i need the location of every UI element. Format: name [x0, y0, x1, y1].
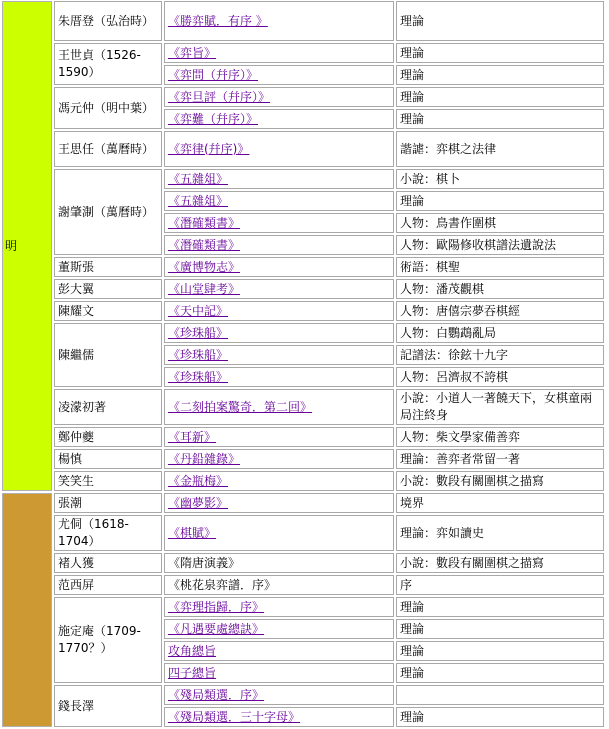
- work-link[interactable]: 《珍珠船》: [168, 369, 229, 384]
- work-cell: [164, 641, 394, 661]
- person-cell: 錢長澤: [54, 685, 162, 727]
- work-link[interactable]: 《弈旨》: [168, 45, 217, 60]
- person-cell: 楊慎: [54, 449, 162, 469]
- table-row: [2, 685, 604, 705]
- note-cell: 理論: [396, 619, 604, 639]
- work-cell: [164, 707, 394, 727]
- person-cell: 尤侗（1618-1704）: [54, 515, 162, 551]
- note-cell: 小說：小道人一著饒天下，女棋童兩局注終身: [396, 389, 604, 425]
- note-cell: 人物：白鸚鵡亂局: [396, 323, 604, 343]
- note-cell: 人物：歐陽修收棋譜法遺說法: [396, 235, 604, 255]
- table-row: [2, 1, 604, 41]
- table-row: [2, 449, 604, 469]
- work-cell: [164, 65, 394, 85]
- table-row: [2, 427, 604, 447]
- work-cell: [164, 575, 394, 595]
- work-link[interactable]: 《勝弈賦．有序 》: [168, 13, 268, 28]
- note-cell: 理論: [396, 707, 604, 727]
- work-cell: [164, 449, 394, 469]
- work-title: 《桃花泉弈譜．序》: [168, 577, 277, 592]
- work-cell: [164, 323, 394, 343]
- person-cell: 范西屏: [54, 575, 162, 595]
- work-cell: [164, 685, 394, 705]
- person-cell: 馮元仲（明中葉）: [54, 87, 162, 129]
- table-row: [2, 169, 604, 189]
- work-cell: [164, 619, 394, 639]
- work-link[interactable]: 《潛確類書》: [168, 215, 241, 230]
- note-cell: 理論：弈如讀史: [396, 515, 604, 551]
- table-row: [2, 493, 604, 513]
- work-cell: [164, 131, 394, 167]
- work-link[interactable]: 攻角總旨: [168, 643, 217, 658]
- note-cell: 人物：柴文學家備善弈: [396, 427, 604, 447]
- work-link[interactable]: 《二刻拍案驚奇．第二回》: [168, 399, 313, 414]
- note-cell: 人物：唐僖宗夢吞棋經: [396, 301, 604, 321]
- person-cell: 張潮: [54, 493, 162, 513]
- work-cell: [164, 553, 394, 573]
- work-link[interactable]: 《弈問（幷序）》: [168, 67, 259, 82]
- person-cell: 王思任（萬曆時）: [54, 131, 162, 167]
- work-cell: [164, 597, 394, 617]
- table-row: [2, 279, 604, 299]
- work-link[interactable]: 《廣博物志》: [168, 259, 241, 274]
- note-cell: 記譜法：徐鉉十九字: [396, 345, 604, 365]
- work-cell: [164, 471, 394, 491]
- work-cell: [164, 43, 394, 63]
- work-link[interactable]: 《丹鉛雜錄》: [168, 451, 241, 466]
- table-row: [2, 43, 604, 63]
- person-cell: 彭大翼: [54, 279, 162, 299]
- work-link[interactable]: 《幽夢影》: [168, 495, 229, 510]
- work-link[interactable]: 《弈旦評（幷序）》: [168, 89, 271, 104]
- note-cell: 小說：數段有關圍棋之描寫: [396, 553, 604, 573]
- table-row: [2, 301, 604, 321]
- work-link[interactable]: 《棋賦》: [168, 525, 217, 540]
- note-cell: 諧謔：弈棋之法律: [396, 131, 604, 167]
- person-cell: 陳繼儒: [54, 323, 162, 387]
- work-cell: [164, 235, 394, 255]
- era-cell-qing: [2, 493, 52, 727]
- table-row: [2, 131, 604, 167]
- work-link[interactable]: 《潛確類書》: [168, 237, 241, 252]
- person-cell: 施定庵（1709-1770？）: [54, 597, 162, 683]
- work-cell: [164, 109, 394, 129]
- note-cell: 境界: [396, 493, 604, 513]
- note-cell: 序: [396, 575, 604, 595]
- table-row: [2, 575, 604, 595]
- note-cell: 理論: [396, 641, 604, 661]
- table-row: [2, 597, 604, 617]
- work-cell: [164, 169, 394, 189]
- work-cell: [164, 367, 394, 387]
- note-cell: 理論: [396, 597, 604, 617]
- person-cell: 陳耀文: [54, 301, 162, 321]
- table-row: [2, 389, 604, 425]
- work-cell: [164, 213, 394, 233]
- work-link[interactable]: 《耳新》: [168, 429, 217, 444]
- note-cell: 理論: [396, 43, 604, 63]
- work-cell: [164, 87, 394, 107]
- work-link[interactable]: 《弈理指歸．序》: [168, 599, 265, 614]
- work-cell: [164, 515, 394, 551]
- era-cell-ming: [2, 1, 52, 491]
- work-cell: [164, 345, 394, 365]
- work-link[interactable]: 《凡遇要處總訣》: [168, 621, 265, 636]
- era-label: 明: [5, 238, 18, 253]
- person-cell: 凌濛初著: [54, 389, 162, 425]
- table-row: [2, 257, 604, 277]
- work-link[interactable]: 《殘局類選．序》: [168, 687, 265, 702]
- table-row: [2, 87, 604, 107]
- person-cell: 鄭仲夔: [54, 427, 162, 447]
- note-cell: 理論: [396, 1, 604, 41]
- work-cell: [164, 257, 394, 277]
- work-link[interactable]: 《五雜俎》: [168, 171, 229, 186]
- person-cell: 王世貞（1526-1590）: [54, 43, 162, 85]
- work-link[interactable]: 《五雜俎》: [168, 193, 229, 208]
- note-cell: 理論: [396, 87, 604, 107]
- table-row: [2, 515, 604, 551]
- work-cell: [164, 301, 394, 321]
- person-cell: 謝肇淛（萬曆時）: [54, 169, 162, 255]
- work-title: 《隋唐演義》: [168, 555, 241, 570]
- note-cell: 理論: [396, 65, 604, 85]
- note-cell: 術語：棋聖: [396, 257, 604, 277]
- work-link[interactable]: 《弈難（幷序）》: [168, 111, 259, 126]
- table-row: [2, 323, 604, 343]
- table-row: [2, 553, 604, 573]
- note-cell: 人物：鳥書作圍棋: [396, 213, 604, 233]
- note-cell: 人物：呂濟叔不誇棋: [396, 367, 604, 387]
- work-cell: [164, 389, 394, 425]
- work-link[interactable]: 《天中記》: [168, 303, 229, 318]
- note-cell: 理論: [396, 663, 604, 683]
- work-cell: [164, 493, 394, 513]
- note-cell: 理論: [396, 109, 604, 129]
- work-cell: [164, 663, 394, 683]
- person-cell: 董斯張: [54, 257, 162, 277]
- note-cell: 人物：潘茂觀棋: [396, 279, 604, 299]
- work-link[interactable]: 《金瓶梅》: [168, 473, 229, 488]
- work-link[interactable]: 《殘局類選．三十字母》: [168, 709, 301, 724]
- note-cell: 理論：善弈者常留一著: [396, 449, 604, 469]
- note-cell: 小說：數段有關圍棋之描寫: [396, 471, 604, 491]
- person-cell: 褚人獲: [54, 553, 162, 573]
- table-row: [2, 471, 604, 491]
- work-link[interactable]: 《珍珠船》: [168, 347, 229, 362]
- work-cell: [164, 191, 394, 211]
- note-cell: 理論: [396, 191, 604, 211]
- work-cell: [164, 427, 394, 447]
- work-cell: [164, 1, 394, 41]
- work-link[interactable]: 《珍珠船》: [168, 325, 229, 340]
- work-cell: [164, 279, 394, 299]
- note-cell: 小說：棋卜: [396, 169, 604, 189]
- person-cell: 朱厝登（弘治時）: [54, 1, 162, 41]
- person-cell: 笑笑生: [54, 471, 162, 491]
- note-cell: [396, 685, 604, 705]
- work-link[interactable]: 四子總旨: [168, 665, 217, 680]
- work-link[interactable]: 《山堂肆考》: [168, 281, 241, 296]
- work-link[interactable]: 《弈律(幷序)》: [168, 141, 250, 156]
